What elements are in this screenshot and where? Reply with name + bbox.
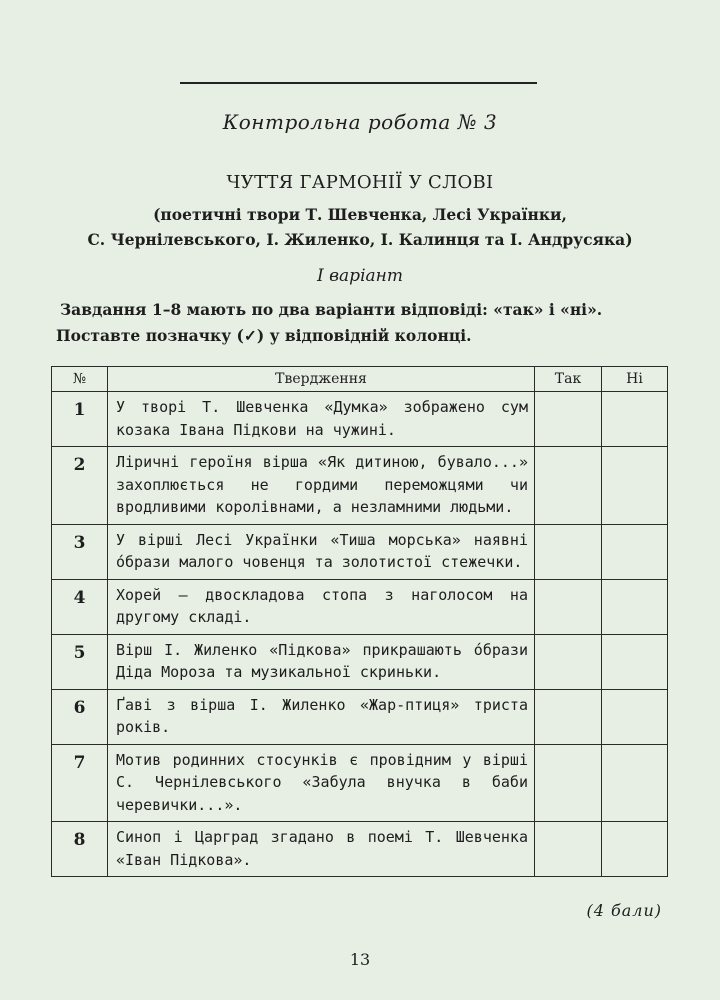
subtitle-line-2: С. Чернілевського, І. Жиленко, І. Калинця та І. Андрусяка) [87,230,633,249]
answer-yes-cell[interactable] [535,689,602,744]
answer-no-cell[interactable] [602,524,668,579]
table-row [52,392,668,447]
answer-no-cell[interactable] [602,392,668,447]
table-row [52,524,668,579]
statement-text: Вірш І. Жиленко «Підкова» прикрашають о́брази Діда Мороза та музикальної скриньки. [108,634,535,689]
table-row [52,744,668,822]
topic-title: ЧУТТЯ ГАРМОНІЇ У СЛОВІ [226,172,494,193]
row-number: 3 [52,524,108,579]
answer-yes-cell[interactable] [535,392,602,447]
statements-table [51,366,668,877]
answer-no-cell[interactable] [602,447,668,525]
row-number: 8 [52,822,108,877]
instructions [58,297,668,349]
answer-no-cell[interactable] [602,822,668,877]
answer-no-cell[interactable] [602,689,668,744]
score-label: (4 бали) [586,901,662,920]
header-yes: Так [535,367,602,392]
answer-yes-cell[interactable] [535,634,602,689]
answer-yes-cell[interactable] [535,744,602,822]
subtitle [0,202,720,252]
answer-yes-cell[interactable] [535,447,602,525]
statement-text: Ґаві з вірша І. Жиленко «Жар-птиця» триста років. [108,689,535,744]
row-number: 1 [52,392,108,447]
statement-text: Ліричні героїня вірша «Як дитиною, бувало...» захоплюється не гордими переможцями чи вродливими королівнами, а незламними людьми. [108,447,535,525]
answer-no-cell[interactable] [602,634,668,689]
variant-label: І варіант [317,266,403,286]
statement-text: У вірші Лесі Українки «Тиша морська» наявні о́брази малого човенця та золотистої стежечки. [108,524,535,579]
instructions-line-2: Поставте позначку (✓) у відповідній колонці. [56,326,472,345]
instructions-line-1: Завдання 1–8 мають по два варіанти відповіді: «так» і «ні». [60,300,603,319]
header-statement: Твердження [108,367,535,392]
answer-no-cell[interactable] [602,579,668,634]
answer-yes-cell[interactable] [535,524,602,579]
table-header-row [52,367,668,392]
row-number: 2 [52,447,108,525]
row-number: 5 [52,634,108,689]
row-number: 4 [52,579,108,634]
page-number: 13 [349,950,371,969]
test-title: Контрольна робота № 3 [222,110,498,134]
statement-text: У творі Т. Шевченка «Думка» зображено сум козака Івана Підкови на чужині. [108,392,535,447]
statement-text: Синоп і Царград згадано в поемі Т. Шевченка «Іван Підкова». [108,822,535,877]
header-no: Ні [602,367,668,392]
answer-no-cell[interactable] [602,744,668,822]
top-divider [180,82,537,84]
table-row [52,689,668,744]
table-row [52,579,668,634]
answer-yes-cell[interactable] [535,822,602,877]
table-row [52,447,668,525]
table-row [52,822,668,877]
header-num: № [52,367,108,392]
statement-text: Хорей — двоскладова стопа з наголосом на другому складі. [108,579,535,634]
table-row [52,634,668,689]
subtitle-line-1: (поетичні твори Т. Шевченка, Лесі Українки, [153,205,567,224]
statement-text: Мотив родинних стосунків є провідним у вірші С. Чернілевського «Забула внучка в баби черевички...». [108,744,535,822]
row-number: 6 [52,689,108,744]
row-number: 7 [52,744,108,822]
answer-yes-cell[interactable] [535,579,602,634]
